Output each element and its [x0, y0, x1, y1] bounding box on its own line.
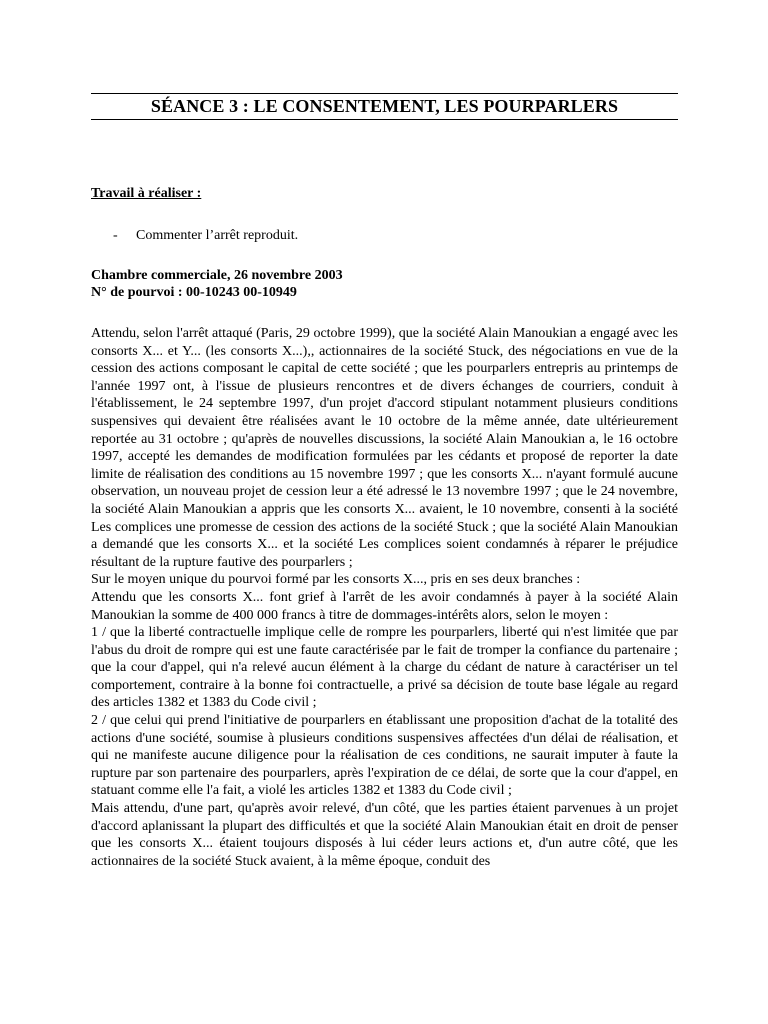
case-reference: [91, 267, 343, 301]
paragraph: Attendu que les consorts X... font grief à l'arrêt de les avoir condamnés à payer à la société Alain Manoukian la somme de 400 000 francs à titre de dommages-intérêts alors, selon le moyen :: [91, 589, 678, 623]
page-title: SÉANCE 3 : LE CONSENTEMENT, LES POURPARLERS: [150, 96, 619, 116]
paragraph: Mais attendu, d'une part, qu'après avoir relevé, d'un côté, que les parties étaient parvenues à un projet d'accord aplanissant la plupart des difficultés et que la société Alain Manoukian était en droit de penser que les consorts X... étaient toujours disposés à lui céder leurs actions et, d'un autre côté, que les actionnaires de la société Stuck avaient, à la même époque, conduit des: [91, 801, 678, 869]
list-dash: -: [113, 228, 118, 243]
judgment-text: [91, 325, 678, 870]
task-heading: Travail à réaliser :: [91, 186, 202, 201]
paragraph: Attendu, selon l'arrêt attaqué (Paris, 29 octobre 1999), que la société Alain Manoukian a engagé avec les consorts X... et Y... (les consorts X...),, actionnaires de la société Stuck, des négociations en vue de la cession des actions composant le capital de cette société ; que les pourparlers entrepris au printemps de l'année 1997 ont, à l'issue de plusieurs rencontres et de divers échanges de courriers, conduit à l'établissement, le 24 septembre 1997, d'un projet d'accord stipulant notamment plusieurs conditions suspensives qui devaient être réalisées avant le 10 octobre de la même année, date ultérieurement reportée au 31 octobre ; qu'après de nouvelles discussions, la société Alain Manoukian a, le 16 octobre 1997, accepté les demandes de modification formulées par les cédants et proposé de reporter la date limite de réalisation des conditions au 15 novembre 1997 ; que les consorts X... n'ayant formulé aucune observation, un nouveau projet de cession leur a été adressé le 13 novembre 1997 ; que le 24 novembre, la société Alain Manoukian a appris que les consorts X... avaient, le 10 novembre, consenti à la société Les complices une promesse de cession des actions de la société Stuck ; que la société Alain Manoukian a demandé que les consorts X... et la société Les complices soient condamnés à réparer le préjudice résultant de la rupture fautive des pourparlers ;: [91, 326, 678, 570]
title-frame: [91, 93, 678, 120]
pourvoi-number: N° de pourvoi : 00-10243 00-10949: [91, 285, 297, 300]
task-item-text: Commenter l’arrêt reproduit.: [136, 228, 299, 243]
task-list: [113, 227, 298, 245]
task-item: [113, 227, 298, 245]
court-reference: Chambre commerciale, 26 novembre 2003: [91, 268, 343, 283]
paragraph: 1 / que la liberté contractuelle implique celle de rompre les pourparlers, liberté qui n'est limitée que par l'abus du droit de rompre qui est une faute caractérisée par le fait de tromper la confiance du partenaire ; que la cour d'appel, qui n'a relevé aucun élément à la charge du cédant de nature à caractériser un tel comportement, contraire à la bonne foi contractuelle, a privé sa décision de toute base légale au regard des articles 1382 et 1383 du Code civil ;: [91, 625, 678, 711]
paragraph: 2 / que celui qui prend l'initiative de pourparlers en établissant une proposition d'achat de la totalité des actions d'une société, soumise à plusieurs conditions suspensives affectées d'un délai de réalisation, et qui ne manifeste aucune diligence pour la réalisation de ces conditions, ne saurait imputer à faute la rupture par son partenaire des pourparlers, après l'expiration de ce délai, de sorte que la cour d'appel, en statuant comme elle l'a fait, a violé les articles 1382 et 1383 du Code civil ;: [91, 713, 678, 799]
paragraph: Sur le moyen unique du pourvoi formé par les consorts X..., pris en ses deux branches :: [91, 572, 581, 588]
